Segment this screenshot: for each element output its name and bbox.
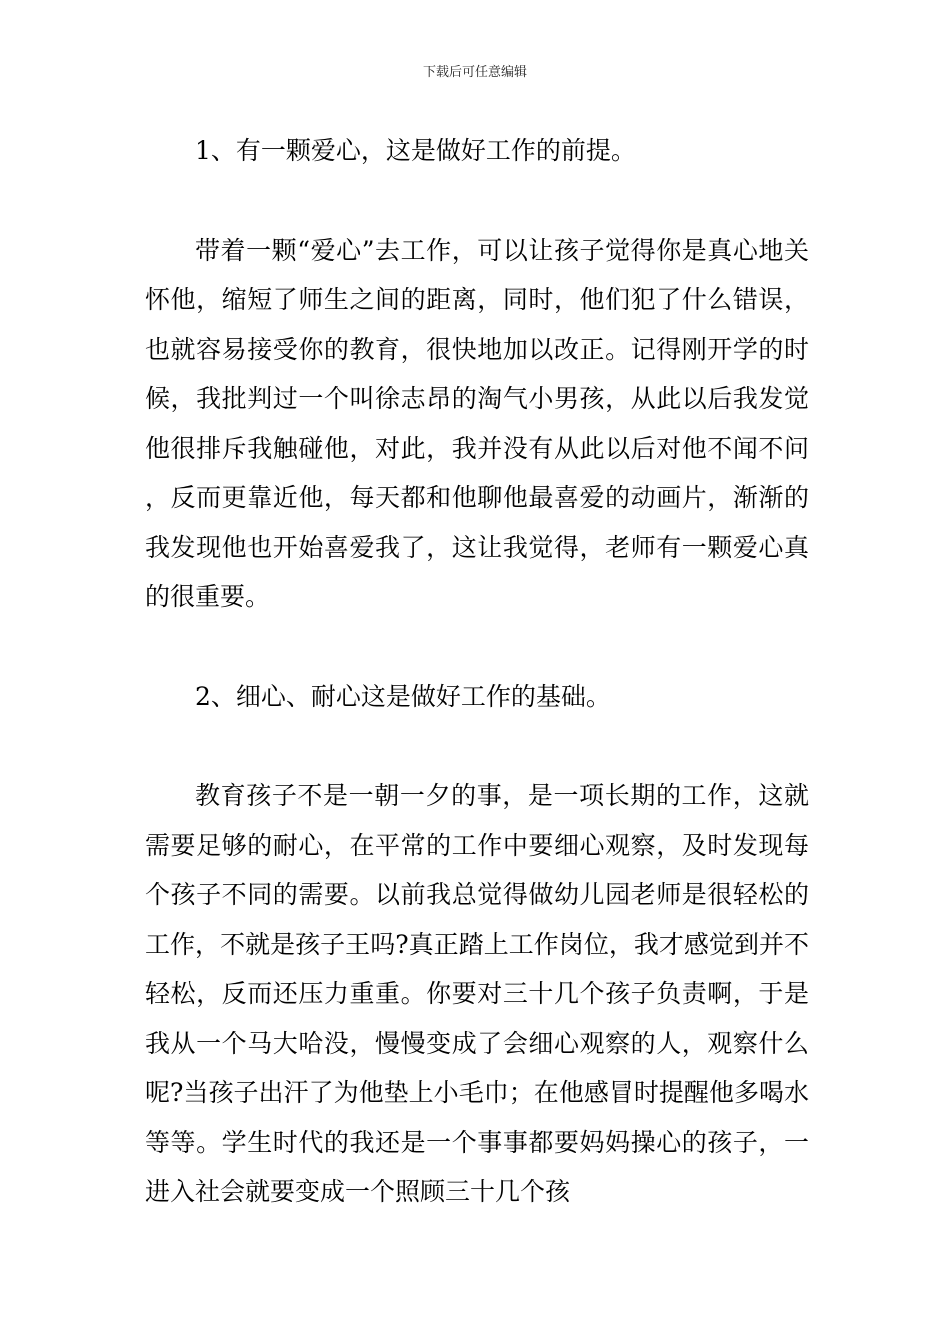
paragraph-gap	[145, 721, 809, 771]
document-body	[145, 126, 809, 1217]
section-1-paragraph: 带着一颗“爱心”去工作，可以让孩子觉得你是真心地关怀他，缩短了师生之间的距离，同时，他们犯了什么错误，也就容易接受你的教育，很快地加以改正。记得刚开学的时候，我批判过一个叫徐志昂的淘气小男孩，从此以后我发觉他很排斥我触碰他，对此，我并没有从此以后对他不闻不问，反而更靠近他，每天都和他聊他最喜爱的动画片，渐渐的我发现他也开始喜爱我了，这让我觉得，老师有一颗爱心真的很重要。	[145, 235, 809, 611]
paragraph-gap	[145, 622, 809, 672]
page-header: 下载后可任意编辑	[422, 65, 527, 80]
section-2-heading: 2、细心、耐心这是做好工作的基础。	[195, 681, 611, 711]
paragraph-gap	[145, 176, 809, 226]
section-1-heading: 1、有一颗爱心，这是做好工作的前提。	[195, 136, 636, 165]
section-2-paragraph: 教育孩子不是一朝一夕的事，是一项长期的工作，这就需要足够的耐心，在平常的工作中要细心观察，及时发现每个孩子不同的需要。以前我总觉得做幼儿园老师是很轻松的工作，不就是孩子王吗?真正踏上工作岗位，我才感觉到并不轻松，反而还压力重重。你要对三十几个孩子负责啊，于是我从一个马大哈没，慢慢变成了会细心观察的人，观察什么呢?当孩子出汗了为他垫上小毛巾；在他感冒时提醒他多喝水等等。学生时代的我还是一个事事都要妈妈操心的孩子，一进入社会就要变成一个照顾三十几个孩	[145, 781, 809, 1206]
